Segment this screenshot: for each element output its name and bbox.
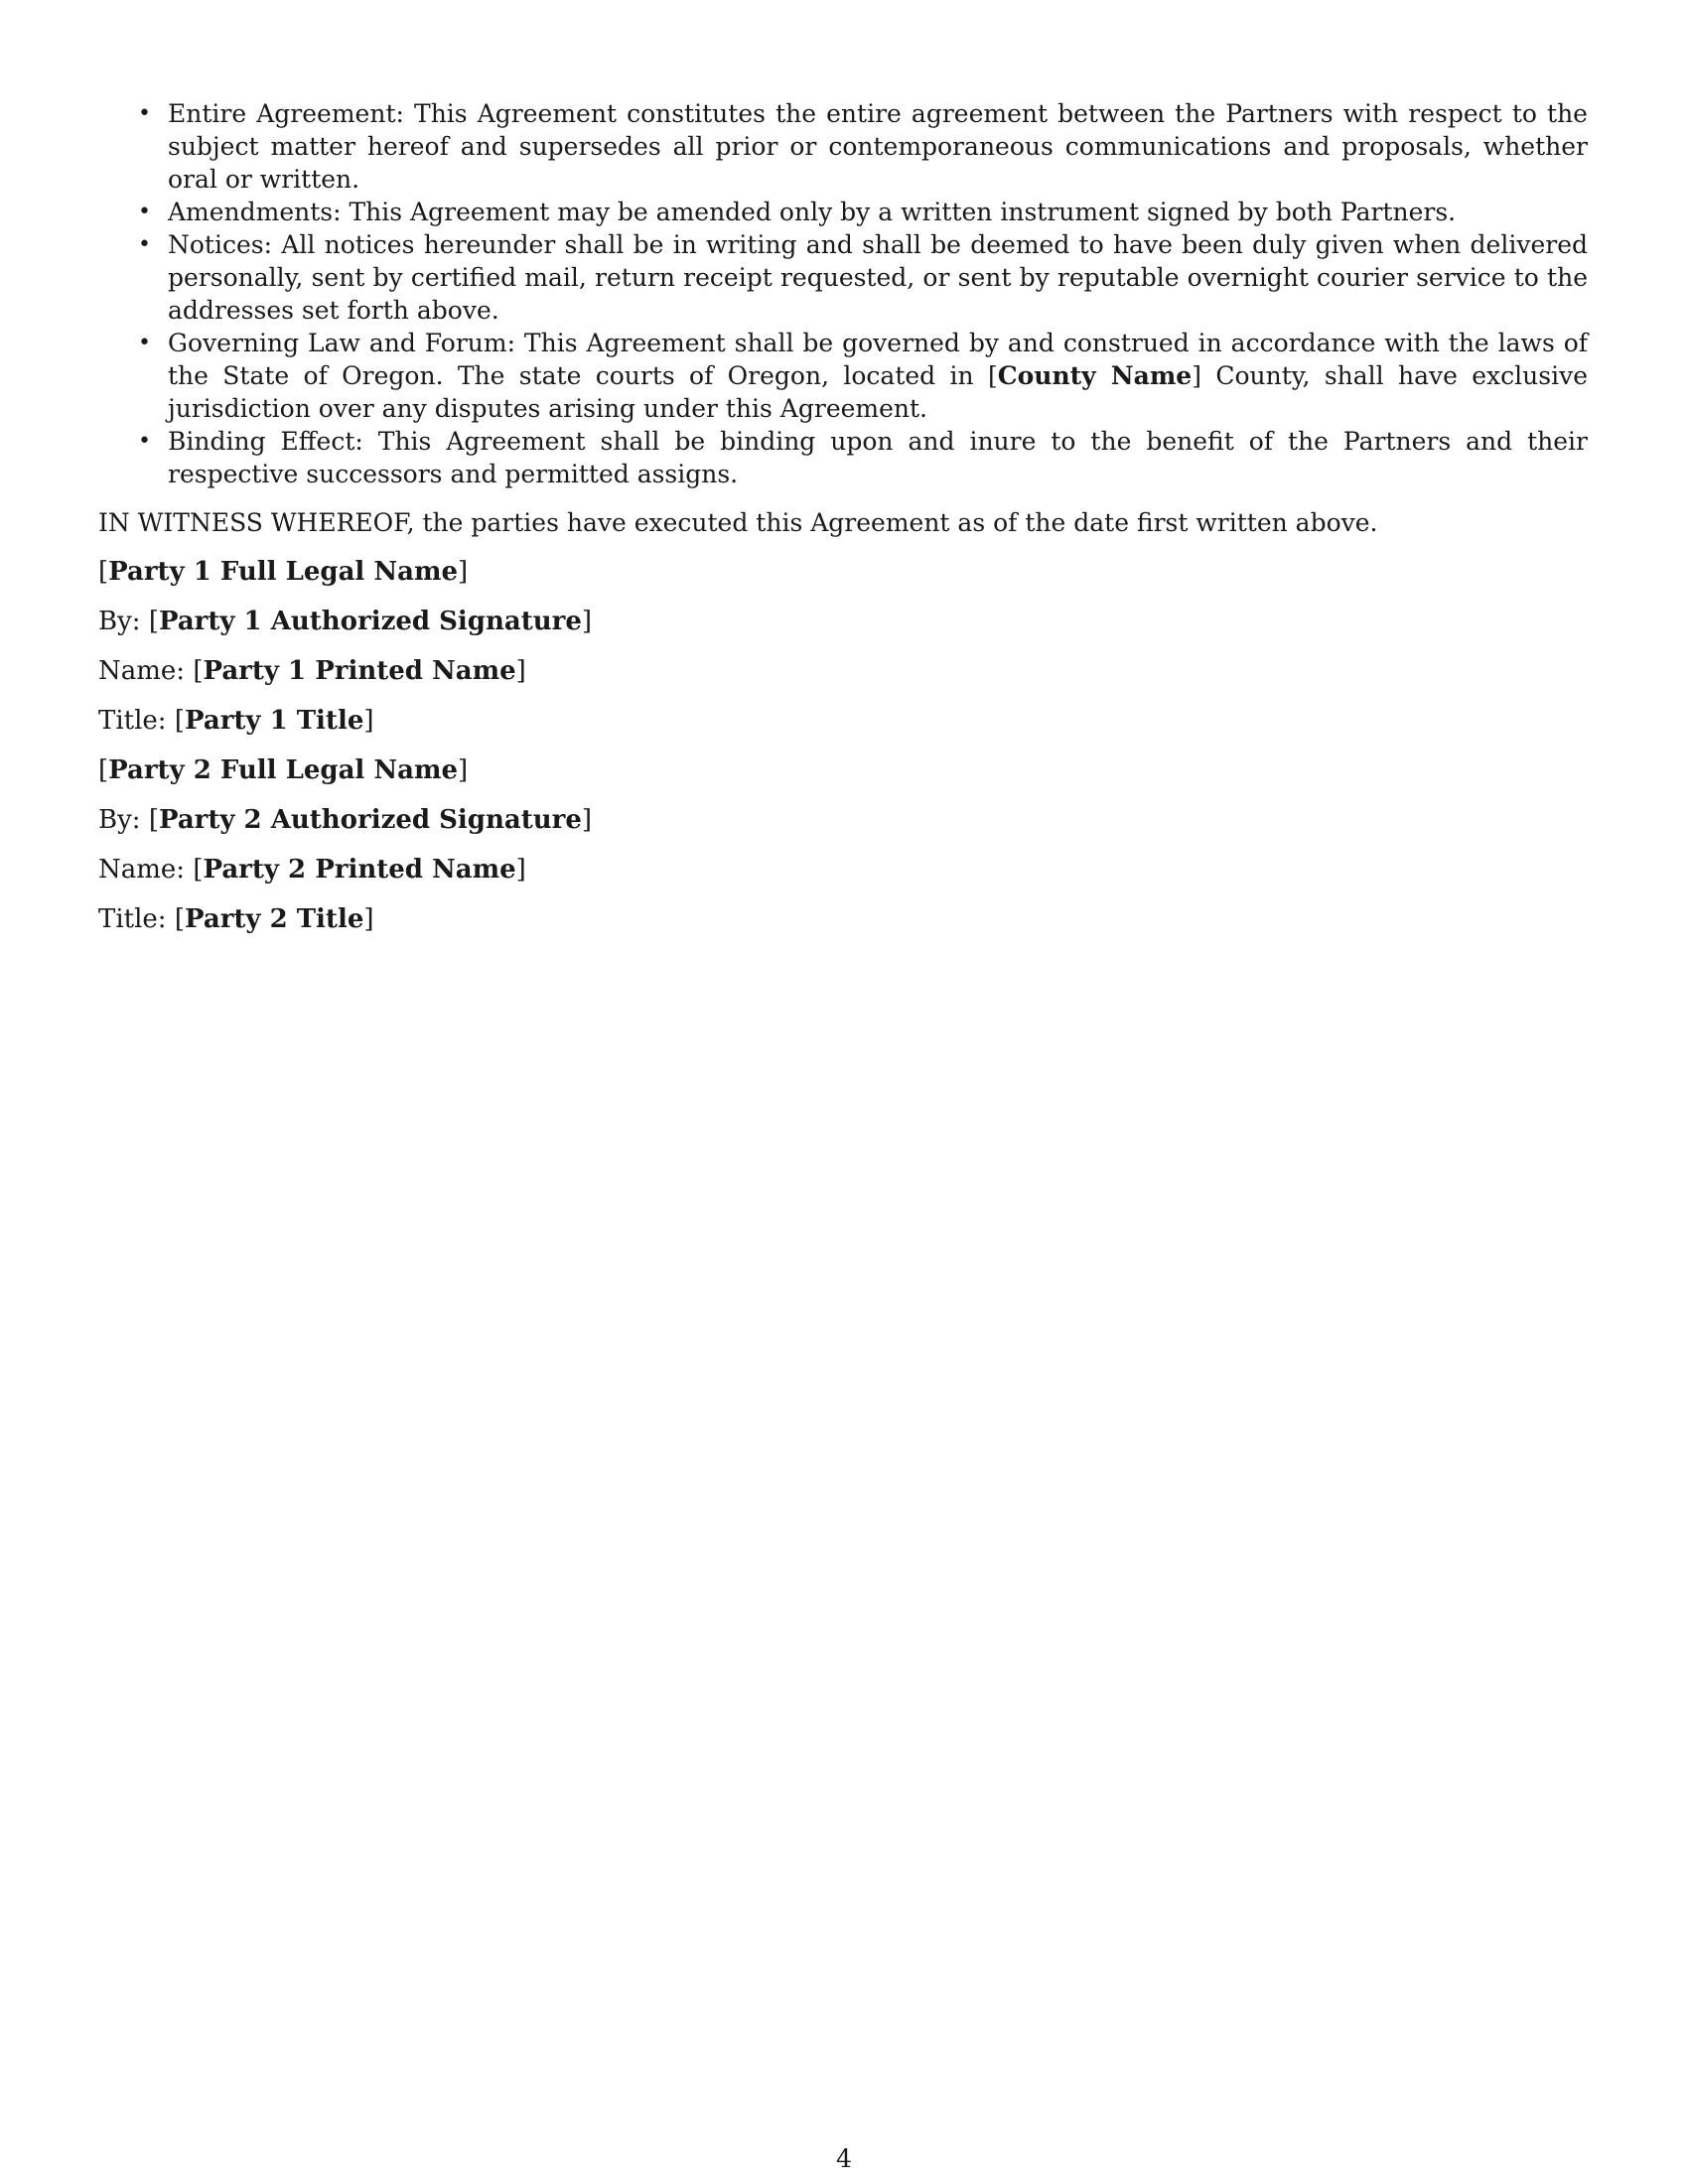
clause-governing-law: • Governing Law and Forum: This Agreement shall be governed by and construed in accordance with the laws of the State of Oregon. The state courts of Oregon, located in [County Name] County, shall have exclusive jurisdiction over any disputes arising under this Agreement. xyxy=(138,329,1589,423)
clause-text: All notices hereunder shall be in writing and shall be deemed to have been duly given when delivered personally, sent by certified mail, return receipt requested, or sent by reputable overnight courier service to the addresses set forth above. xyxy=(168,230,1588,325)
party2-legal-name: [Party 2 Full Legal Name] xyxy=(98,755,469,785)
party2-title-line: Title: [Party 2 Title] xyxy=(98,904,374,934)
bullet-icon: • xyxy=(138,429,151,454)
clause-notices xyxy=(138,228,1588,327)
document-page xyxy=(98,97,1588,936)
party1-by-line: By: [Party 1 Authorized Signature] xyxy=(98,607,593,636)
party2-signature-value: Party 2 Authorized Signature xyxy=(158,805,582,835)
bullet-icon: • xyxy=(138,232,151,257)
clause-text: This Agreement shall be governed by and construed in accordance with the laws of the State of Oregon. The state courts of Oregon, located in xyxy=(168,329,1589,390)
clause-label: Notices: xyxy=(168,230,273,259)
bullet-icon: • xyxy=(138,101,151,126)
clause-binding-effect xyxy=(138,425,1588,490)
clause-list xyxy=(98,97,1588,490)
clause-entire-agreement xyxy=(138,97,1588,196)
clause-text: This Agreement shall be binding upon and inure to the benefit of the Partners and their respective successors and permitted assigns. xyxy=(168,427,1588,488)
bullet-icon: • xyxy=(138,200,151,224)
clause-label: Binding Effect: xyxy=(168,427,363,456)
name-label: Name: xyxy=(98,656,194,686)
party1-title-line: Title: [Party 1 Title] xyxy=(98,706,374,736)
by-label: By: xyxy=(98,805,149,835)
party1-title-value: Party 1 Title xyxy=(185,706,364,736)
title-label: Title: xyxy=(98,904,175,934)
party2-name-line: Name: [Party 2 Printed Name] xyxy=(98,855,526,885)
witness-statement: IN WITNESS WHEREOF, the parties have executed this Agreement as of the date first written above. xyxy=(98,508,1378,537)
party1-name-line: Name: [Party 1 Printed Name] xyxy=(98,656,526,686)
party2-printed-name-value: Party 2 Printed Name xyxy=(203,855,516,885)
by-label: By: xyxy=(98,607,149,636)
clause-amendments xyxy=(138,196,1588,228)
clause-label: Governing Law and Forum: xyxy=(168,329,515,357)
clause-label: Amendments: xyxy=(168,198,342,226)
party2-by-line: By: [Party 2 Authorized Signature] xyxy=(98,805,593,835)
party2-legal-name-value: Party 2 Full Legal Name xyxy=(108,755,459,785)
party1-printed-name-value: Party 1 Printed Name xyxy=(203,656,516,686)
clause-text: This Agreement may be amended only by a written instrument signed by both Partners. xyxy=(341,198,1457,226)
name-label: Name: xyxy=(98,855,194,885)
party1-legal-name-value: Party 1 Full Legal Name xyxy=(108,557,459,587)
clause-label: Entire Agreement: xyxy=(168,99,404,128)
party1-legal-name: [Party 1 Full Legal Name] xyxy=(98,557,469,587)
clause-text: This Agreement constitutes the entire agreement between the Partners with respect to the subject matter hereof and supersedes all prior or contemporaneous communications and proposals, whether oral or written. xyxy=(168,99,1588,194)
party1-signature-value: Party 1 Authorized Signature xyxy=(158,607,582,636)
party2-title-value: Party 2 Title xyxy=(185,904,364,934)
clause-text: County, shall have exclusive jurisdiction over any disputes arising under this Agreement. xyxy=(168,361,1588,423)
county-name-placeholder: County Name xyxy=(997,361,1193,390)
title-label: Title: xyxy=(98,706,175,736)
bullet-icon: • xyxy=(138,331,151,355)
page-number: 4 xyxy=(836,2144,852,2173)
